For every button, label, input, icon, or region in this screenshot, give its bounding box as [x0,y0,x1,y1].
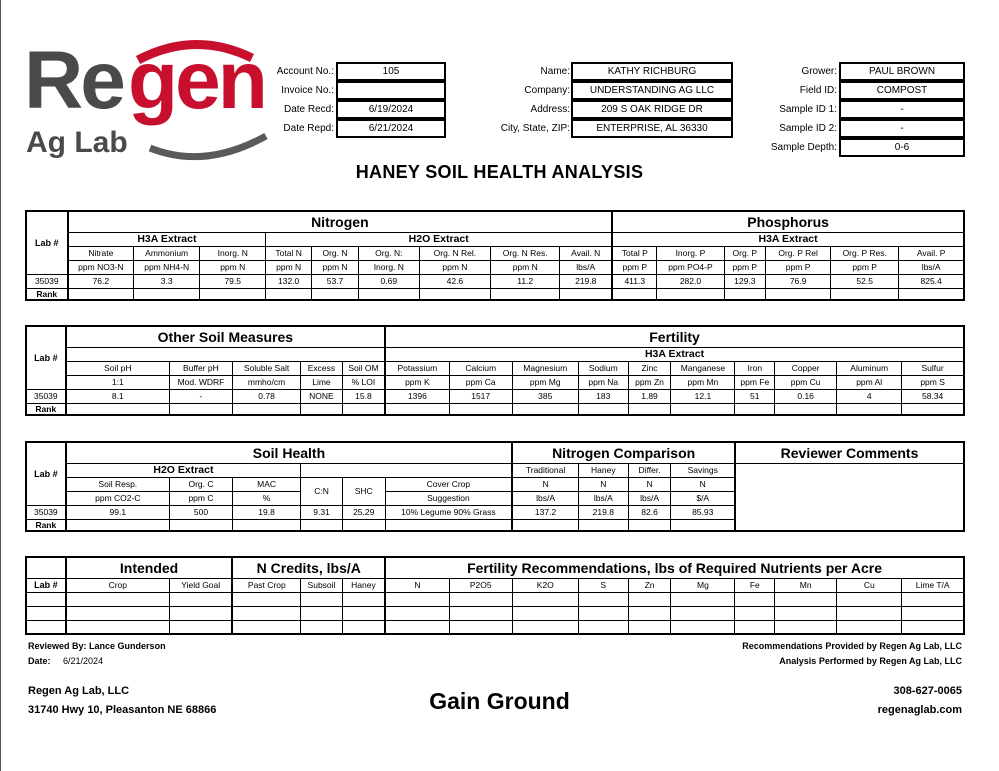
rank-row [26,288,964,300]
value-cn: 9.31 [301,505,343,519]
value-excess-lime: NONE [301,389,343,403]
value-org-p-res: 52.5 [831,274,899,288]
grower-label: Grower: [801,66,837,77]
lab-number-header: Lab # [26,442,66,505]
col-header-sulfur: Sulfur [902,361,964,375]
nitrogen-section-header: Nitrogen [68,211,613,232]
value-org-n-res: 11.2 [491,274,560,288]
value-savings: 85.93 [671,505,735,519]
date-recd-label: Date Recd: [283,104,334,115]
col-header-zn: Zn [628,578,671,592]
logo-re: Re [24,35,123,126]
lab-number-header: Lab # [26,578,66,592]
col-header-crop: Crop [66,578,170,592]
col-header-zinc: Zinc [628,361,671,375]
table-row [26,620,964,634]
col-header-soil-resp: Soil Resp. [66,477,170,491]
col-unit-org-p-res: ppm P [831,260,899,274]
value-inorg-n: 79.5 [200,274,266,288]
col-unit-potassium: ppm K [385,375,449,389]
col-header-shc: SHC [342,477,385,505]
other-soil-measures-header: Other Soil Measures [66,326,385,347]
lab-number-cell: 35039 [26,505,66,519]
col-header-calcium: Calcium [449,361,512,375]
col-unit-org-p: ppm P [724,260,766,274]
col-header-buffer-ph: Buffer pH [169,361,232,375]
col-header-p2o5: P2O5 [449,578,512,592]
table-row [26,274,964,288]
col-unit-buffer-ph: Mod. WDRF [169,375,232,389]
col-header-ammonium: Ammonium [134,246,200,260]
address-value: 209 S OAK RIDGE DR [571,100,733,119]
date-repd-label: Date Repd: [283,123,334,134]
col-unit-inorg-n: ppm N [200,260,266,274]
value-ammonium: 3.3 [134,274,200,288]
col-unit-excess-lime: Lime [301,375,343,389]
col-unit-soil-om: % LOI [342,375,385,389]
col-unit-haney: lbs/A [578,491,628,505]
col-header-magnesium: Magnesium [512,361,578,375]
value-total-p: 411.3 [612,274,657,288]
value-soil-ph: 8.1 [66,389,170,403]
nitrogen-phosphorus-table [25,210,965,301]
col-header-inorg-n: Inorg. N [200,246,266,260]
col-header-sodium: Sodium [578,361,628,375]
sample-id1-value: - [839,100,965,119]
col-unit-aluminum: ppm Al [837,375,902,389]
col-header-org-p: Org. P [724,246,766,260]
col-header-s: S [578,578,628,592]
value-traditional-n: 137.2 [512,505,578,519]
col-header-subsoil: Subsoil [301,578,343,592]
soil-health-h2o-extract: H2O Extract [66,463,301,477]
website: regenaglab.com [877,704,962,716]
col-unit-sodium: ppm Na [578,375,628,389]
value-zinc: 1.89 [628,389,671,403]
recommendations-provided: Recommendations Provided by Regen Ag Lab, LLC [742,641,962,651]
soil-measures-fertility-table [25,325,965,416]
account-no-value: 105 [336,62,446,81]
col-unit-org-n-rel: ppm N [419,260,490,274]
sample-depth-value: 0-6 [839,138,965,157]
table-row [26,592,964,606]
address-label: Address: [530,104,570,115]
rank-row [26,403,964,415]
col-unit-ammonium: ppm NH4-N [134,260,200,274]
name-value: KATHY RICHBURG [571,62,733,81]
col-unit-manganese: ppm Mn [671,375,735,389]
phosphorus-section-header: Phosphorus [612,211,964,232]
value-calcium: 1517 [449,389,512,403]
field-id-value: COMPOST [839,81,965,100]
soil-health-header: Soil Health [66,442,513,463]
col-header-savings-n: N [671,477,735,491]
col-header-total-p: Total P [612,246,657,260]
phosphorus-h3a-extract: H3A Extract [612,232,964,246]
col-header-org-n: Org. N [312,246,359,260]
col-header-past-crop: Past Crop [232,578,300,592]
col-unit-avail-p: lbs/A [899,260,964,274]
logo-gen: gen [128,35,265,126]
col-header-total-n: Total N [266,246,312,260]
col-unit-traditional: lbs/A [512,491,578,505]
col-header-haney-n: N [578,477,628,491]
regen-ag-lab-logo [20,35,275,163]
col-unit-inorg-p: ppm PO4-P [657,260,724,274]
col-unit-iron: ppm Fe [735,375,775,389]
value-haney-n: 219.8 [578,505,628,519]
col-unit-nitrate: ppm NO3-N [68,260,134,274]
value-soil-om: 15.8 [342,389,385,403]
reviewed-by-label: Reviewed By: [28,641,87,651]
name-label: Name: [540,66,570,77]
field-id-label: Field ID: [799,85,837,96]
rank-label: Rank [26,403,66,415]
value-org-p: 129.3 [724,274,766,288]
value-total-n: 132.0 [266,274,312,288]
account-no-label: Account No.: [276,66,334,77]
col-header-cover-crop: Cover Crop [385,477,512,491]
col-header-avail-n: Avail. N [560,246,612,260]
col-header-org-n-ratio: Org. N: [358,246,419,260]
reviewed-by-name: Lance Gunderson [89,641,166,651]
col-header-org-n-rel: Org. N Rel. [419,246,490,260]
col-unit-sulfur: ppm S [902,375,964,389]
reviewer-comments-header: Reviewer Comments [735,442,964,463]
col-header-lime: Lime T/A [902,578,964,592]
lab-number-header: Lab # [26,211,68,274]
col-header-differ: Differ. [628,463,671,477]
value-org-n: 53.7 [312,274,359,288]
col-unit-org-c: ppm C [169,491,232,505]
value-soil-resp: 99.1 [66,505,170,519]
company-value: UNDERSTANDING AG LLC [571,81,733,100]
city-state-zip-label: City, State, ZIP: [500,123,570,134]
col-unit-avail-n: lbs/A [560,260,612,274]
phone-number: 308-627-0065 [893,685,962,697]
col-header-org-c: Org. C [169,477,232,491]
reviewed-by [28,639,166,653]
date-recd-value: 6/19/2024 [336,100,446,119]
col-header-soil-om: Soil OM [342,361,385,375]
col-unit-total-p: ppm P [612,260,657,274]
col-header-manganese: Manganese [671,361,735,375]
report-title: HANEY SOIL HEALTH ANALYSIS [355,162,644,182]
logo-ag-lab: Ag Lab [26,126,128,159]
lab-number-cell: 35039 [26,389,66,403]
col-unit-cover-crop: Suggestion [385,491,512,505]
value-org-p-rel: 76.9 [766,274,831,288]
col-header-fe: Fe [735,578,775,592]
value-inorg-p: 282.0 [657,274,724,288]
col-header-org-p-res: Org. P Res. [831,246,899,260]
slogan: Gain Ground [429,688,570,714]
value-shc: 25.29 [342,505,385,519]
col-unit-org-n-ratio: Inorg. N [358,260,419,274]
company-label: Company: [524,85,570,96]
lab-number-cell: 35039 [26,274,68,288]
col-unit-savings: $/A [671,491,735,505]
col-header-avail-p: Avail. P [899,246,964,260]
col-header-potassium: Potassium [385,361,449,375]
fertility-h3a-extract: H3A Extract [385,347,964,361]
col-header-inorg-p: Inorg. P [657,246,724,260]
intended-header: Intended [66,557,233,578]
col-unit-copper: ppm Cu [775,375,837,389]
col-header-savings: Savings [671,463,735,477]
n-credits-header: N Credits, lbs/A [232,557,385,578]
invoice-no-label: Invoice No.: [281,85,334,96]
review-date-label: Date: [28,656,51,666]
value-manganese: 12.1 [671,389,735,403]
value-copper: 0.16 [775,389,837,403]
col-header-n: N [385,578,449,592]
col-header-org-p-rel: Org. P Rel [766,246,831,260]
value-cover-crop: 10% Legume 90% Grass [385,505,512,519]
value-nitrate: 76.2 [68,274,134,288]
value-potassium: 1396 [385,389,449,403]
sample-depth-label: Sample Depth: [770,142,837,153]
col-header-copper: Copper [775,361,837,375]
col-unit-org-p-rel: ppm P [766,260,831,274]
nitrogen-h2o-extract: H2O Extract [266,232,612,246]
col-unit-magnesium: ppm Mg [512,375,578,389]
nitrogen-comparison-header: Nitrogen Comparison [512,442,735,463]
value-magnesium: 385 [512,389,578,403]
col-header-mac: MAC [233,477,301,491]
value-sodium: 183 [578,389,628,403]
value-mac: 19.8 [233,505,301,519]
col-header-yield-goal: Yield Goal [169,578,232,592]
value-iron: 51 [735,389,775,403]
value-soluble-salt: 0.78 [232,389,300,403]
col-header-mn: Mn [775,578,837,592]
fertility-recommendations-header: Fertility Recommendations, lbs of Required Nutrients per Acre [385,557,964,578]
col-unit-soil-resp: ppm CO2-C [66,491,170,505]
value-differ-n: 82.6 [628,505,671,519]
analysis-performed: Analysis Performed by Regen Ag Lab, LLC [779,656,962,666]
col-header-soluble-salt: Soluble Salt [232,361,300,375]
review-date [28,654,103,668]
col-header-iron: Iron [735,361,775,375]
company-name: Regen Ag Lab, LLC [28,685,130,697]
value-org-n-rel: 42.6 [419,274,490,288]
recommendations-table [25,556,965,635]
col-header-differ-n: N [628,477,671,491]
review-date-value: 6/21/2024 [63,656,104,666]
date-repd-value: 6/21/2024 [336,119,446,138]
value-buffer-ph: - [169,389,232,403]
col-header-mg: Mg [671,578,735,592]
col-header-nitrate: Nitrate [68,246,134,260]
sample-id2-value: - [839,119,965,138]
col-header-cn: C:N [301,477,343,505]
col-unit-differ: lbs/A [628,491,671,505]
company-address: 31740 Hwy 10, Pleasanton NE 68866 [28,704,217,716]
col-header-traditional-n: N [512,477,578,491]
col-header-haney-credit: Haney [342,578,385,592]
rank-label: Rank [26,519,66,531]
rank-label: Rank [26,288,68,300]
col-unit-org-n: ppm N [312,260,359,274]
nitrogen-h3a-extract: H3A Extract [68,232,266,246]
soil-health-table [25,441,965,532]
fertility-section-header: Fertility [385,326,964,347]
col-unit-total-n: ppm N [266,260,312,274]
value-aluminum: 4 [837,389,902,403]
invoice-no-value [336,81,446,100]
col-header-traditional: Traditional [512,463,578,477]
col-header-haney: Haney [578,463,628,477]
col-header-soil-ph: Soil pH [66,361,170,375]
value-org-n-ratio: 0.69 [358,274,419,288]
value-org-c: 500 [169,505,232,519]
sample-id1-label: Sample ID 1: [779,104,837,115]
col-unit-zinc: ppm Zn [628,375,671,389]
reviewer-comments-box [735,463,964,531]
sample-id2-label: Sample ID 2: [779,123,837,134]
value-sulfur: 58.34 [902,389,964,403]
col-header-cu: Cu [837,578,902,592]
lab-number-header: Lab # [26,326,66,389]
col-unit-soil-ph: 1:1 [66,375,170,389]
page-border [0,0,1,771]
col-unit-calcium: ppm Ca [449,375,512,389]
col-header-k2o: K2O [512,578,578,592]
col-unit-soluble-salt: mmho/cm [232,375,300,389]
table-row [26,389,964,403]
col-header-org-n-res: Org. N Res. [491,246,560,260]
col-unit-mac: % [233,491,301,505]
col-unit-org-n-res: ppm N [491,260,560,274]
col-header-excess-lime: Excess [301,361,343,375]
value-avail-p: 825.4 [899,274,964,288]
city-state-zip-value: ENTERPRISE, AL 36330 [571,119,733,138]
table-row [26,606,964,620]
col-header-aluminum: Aluminum [837,361,902,375]
value-avail-n: 219.8 [560,274,612,288]
grower-value: PAUL BROWN [839,62,965,81]
